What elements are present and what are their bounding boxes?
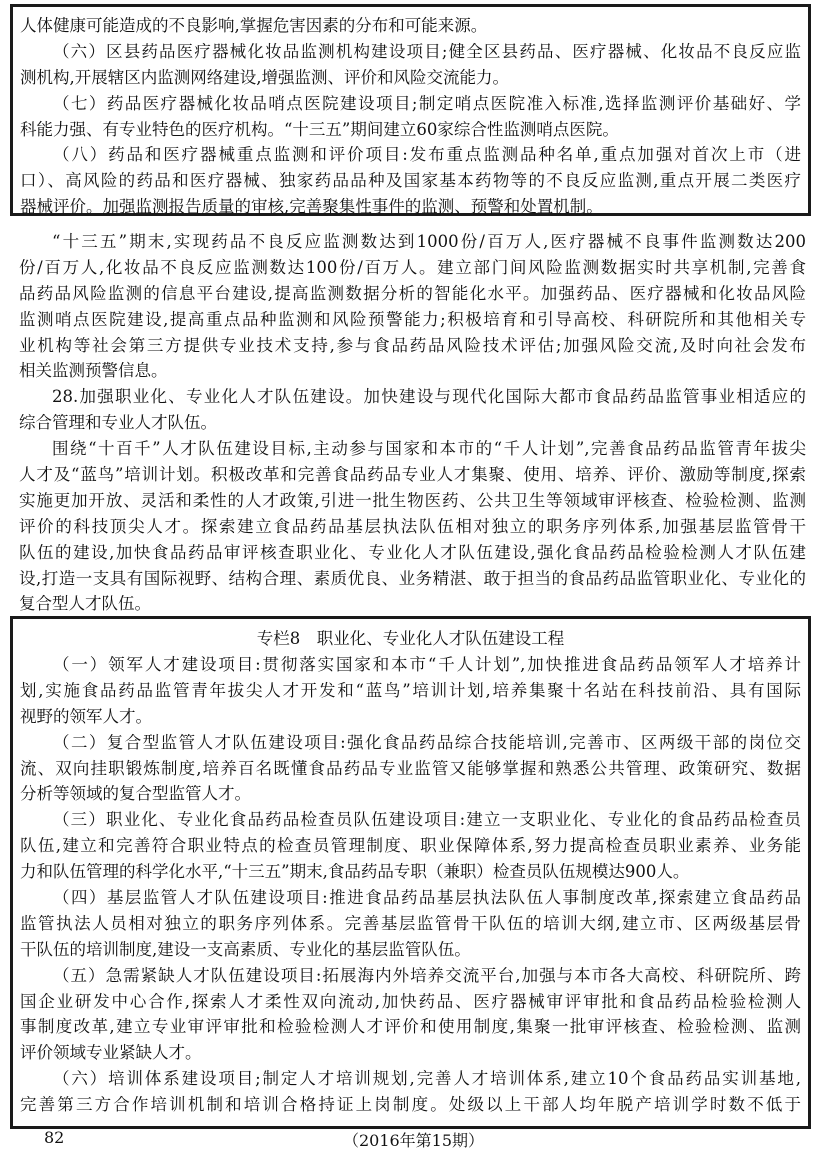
text-line: 划,实施食品药品监管青年拔尖人才开发和“蓝鸟”培训计划,培养集聚十名站在科技前沿、具有国际 [20, 680, 801, 700]
text-line: 队伍,建立和完善符合职业特点的检查员管理制度、职业保障体系,努力提高检查员职业素养、业务能 [20, 836, 801, 856]
paragraph [0, 436, 827, 617]
text-line: “十三五”期末,实现药品不良反应监测数达到1000份/百万人,医疗器械不良事件监测数达200 [52, 232, 806, 251]
text-line: 相关监测预警信息。 [19, 361, 168, 381]
text-line: 器械评价。加强监测报告质量的审核,完善聚集性事件的监测、预警和处置机制。 [20, 197, 603, 217]
text-line: 队伍的建设,加快食品药品审评核查职业化、专业化人才队伍建设,强化食品药品检验检测人才队伍建 [19, 542, 806, 562]
paragraph [13, 885, 808, 963]
paragraph [13, 13, 808, 39]
text-line: （七）药品医疗器械化妆品哨点医院建设项目;制定哨点医院准入标准,选择监测评价基础好、学 [53, 93, 801, 113]
text-line: 综合管理和专业人才队伍。 [19, 413, 217, 433]
text-line: 视野的领军人才。 [20, 706, 152, 726]
text-line: （三）职业化、专业化食品药品检查员队伍建设项目:建立一支职业化、专业化的食品药品检查员 [53, 810, 801, 830]
text-line: 评价领域专业紧缺人才。 [20, 1043, 202, 1063]
box-content [13, 7, 808, 220]
main-body-text [0, 229, 827, 617]
text-line: （五）急需紧缺人才队伍建设项目:拓展海内外培养交流平台,加强与本市各大高校、科研院所、跨 [53, 965, 801, 985]
text-line: （六）区县药品医疗器械化妆品监测机构建设项目;健全区县药品、医疗器械、化妆品不良反应监 [53, 41, 801, 61]
text-line: 设,打造一支具有国际视野、结构合理、素质优良、业务精湛、敢于担当的食品药品监管职业化、专业化的 [19, 568, 806, 588]
text-line: 力和队伍管理的科学化水平,“十三五”期末,食品药品专职（兼职）检查员队伍规模达900人。 [20, 862, 690, 882]
paragraph [0, 229, 827, 384]
text-line: （四）基层监管人才队伍建设项目:推进食品药品基层执法队伍人事制度改革,探索建立食品药品 [53, 888, 801, 908]
text-line: （二）复合型监管人才队伍建设项目:强化食品药品综合技能培训,完善市、区两级干部的岗位交 [53, 732, 801, 752]
text-line: 口）、高风险的药品和医疗器械、独家药品品种及国家基本药物等的不良反应监测,重点开展二类医疗 [20, 171, 801, 191]
paragraph [13, 142, 808, 220]
column-title: 专栏8 职业化、专业化人才队伍建设工程 [256, 629, 565, 648]
text-line: 份/百万人,化妆品不良反应监测数达100份/百万人。建立部门间风险监测数据实时共享机制,完善食 [19, 257, 806, 277]
paragraph [13, 1066, 808, 1118]
text-line: 科能力强、有专业特色的医疗机构。“十三五”期间建立60家综合性监测哨点医院。 [20, 119, 619, 139]
text-line: 监管执法人员相对独立的职务序列体系。完善基层监管骨干队伍的培训大纲,建立市、区两级基层骨 [20, 913, 801, 933]
box-content [13, 652, 808, 1118]
text-line: 分析等领域的复合型监管人才。 [20, 784, 251, 804]
text-line: （一）领军人才建设项目:贯彻落实国家和本市“千人计划”,加快推进食品药品领军人才培养计 [53, 655, 801, 674]
paragraph [13, 652, 808, 730]
paragraph [13, 807, 808, 885]
text-line: 事制度改革,建立专业审评审批和检验检测人才评价和使用制度,集聚一批审评核查、检验检测、监测 [20, 1017, 801, 1037]
text-line: 干队伍的培训制度,建设一支高素质、专业化的基层监管队伍。 [20, 939, 471, 959]
text-line: 复合型人才队伍。 [19, 594, 151, 614]
text-line: 实施更加开放、灵活和柔性的人才政策,引进一批生物医药、公共卫生等领域审评核查、检验检测、监测 [19, 490, 806, 510]
paragraph [13, 39, 808, 91]
text-line: 测机构,开展辖区内监测网络建设,增强监测、评价和风险交流能力。 [20, 67, 509, 87]
text-line: 国企业研发中心合作,探索人才柔性双向流动,加快药品、医疗器械审评审批和食品药品检验检测人 [20, 991, 801, 1011]
paragraph [13, 91, 808, 143]
paragraph [0, 384, 827, 436]
paragraph [13, 730, 808, 808]
text-line: （八）药品和医疗器械重点监测和评价项目:发布重点监测品种名单,重点加强对首次上市（进 [53, 145, 801, 165]
text-line: 监测哨点医院建设,提高重点品种监测和风险预警能力;积极培育和引导高校、科研院所和其他相关专 [19, 309, 806, 329]
column-box-8 [10, 616, 811, 1129]
sidebar-box-monitoring-projects [10, 4, 811, 216]
text-line: （六）培训体系建设项目;制定人才培训规划,完善人才培训体系,建立10个食品药品实训基地, [53, 1069, 801, 1089]
text-line: 品药品风险监测的信息平台建设,提高监测数据分析的智能化水平。加强药品、医疗器械和化妆品风险 [19, 283, 806, 303]
paragraph [13, 963, 808, 1067]
text-line: 28.加强职业化、专业化人才队伍建设。加快建设与现代化国际大都市食品药品监管事业相适应的 [52, 387, 806, 407]
text-line: 人体健康可能造成的不良影响,掌握危害因素的分布和可能来源。 [20, 16, 488, 35]
text-line: 人才及“蓝鸟”培训计划。积极改革和完善食品药品专业人才集聚、使用、培养、评价、激励等制度,探索 [19, 465, 806, 485]
issue-label: （2016年第15期） [342, 1131, 485, 1150]
text-line: 完善第三方合作培训机制和培训合格持证上岗制度。处级以上干部人均年脱产培训学时数不低于 [20, 1095, 801, 1115]
page-number: 82 [44, 1128, 65, 1147]
text-line: 业机构等社会第三方提供专业技术支持,参与食品药品风险技术评估;加强风险交流,及时向社会发布 [19, 335, 806, 355]
text-line: 评价的科技顶尖人才。探索建立食品药品基层执法队伍相对独立的职务序列体系,加强基层监管骨干 [19, 516, 806, 536]
text-line: 流、双向挂职锻炼制度,培养百名既懂食品药品专业监管又能够掌握和熟悉公共管理、政策研究、数据 [20, 758, 801, 778]
text-line: 围绕“十百千”人才队伍建设目标,主动参与国家和本市的“千人计划”,完善食品药品监管青年拔尖 [52, 439, 806, 459]
